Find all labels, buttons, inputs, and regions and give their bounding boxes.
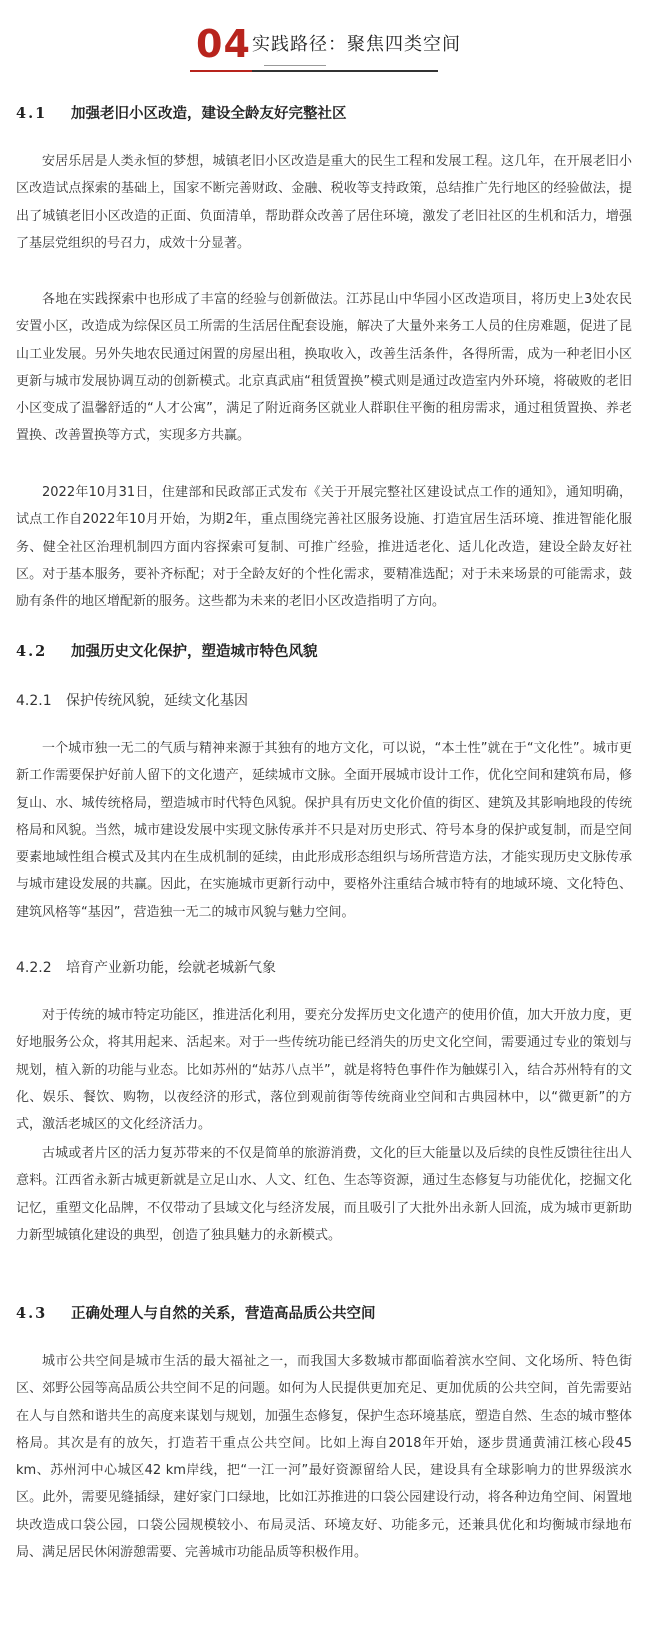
header-red-underline xyxy=(190,70,252,72)
section-title: 加强历史文化保护，塑造城市特色风貌 xyxy=(71,644,318,660)
paragraph-1: 安居乐居是人类永恒的梦想，城镇老旧小区改造是重大的民生工程和发展工程。这几年，在开展老旧小区改造试点探索的基础上，国家不断完善财政、金融、税收等支持政策，总结推广先行地区的经验做法，提出了城镇老旧小区改造的正面、负面清单，帮助群众改善了居住环境，激发了老旧社区的生机和活力，增强了基层党组织的号召力，成效十分显著。 xyxy=(16,154,632,251)
paragraph-6: 古城或者片区的活力复苏带来的不仅是简单的旅游消费，文化的巨大能量以及后续的良性反馈往往出人意料。江西省永新古城更新就是立足山水、人文、红色、生态等资源，通过生态修复与功能优化，挖掘文化记忆，重塑文化品牌，不仅带动了县域文化与经济发展，而且吸引了大批外出永新人回流，成为城市更新助力新型城镇化建设的典型，创造了独具魅力的永新模式。 xyxy=(16,1146,632,1243)
section-title: 加强老旧小区改造，建设全龄友好完整社区 xyxy=(71,106,347,122)
section-title: 正确处理人与自然的关系，营造高品质公共空间 xyxy=(71,1306,376,1322)
section-number: 4.2 xyxy=(16,643,48,660)
chapter-header xyxy=(0,22,650,72)
subsection-number: 4.2.1 xyxy=(16,693,52,709)
header-thin-divider xyxy=(264,65,326,66)
chapter-title: 实践路径：聚焦四类空间 xyxy=(252,34,461,55)
subsection-heading-4-2-1 xyxy=(16,690,248,712)
subsection-title: 培育产业新功能，绘就老城新气象 xyxy=(66,960,276,976)
section-heading-4-1 xyxy=(16,103,347,125)
paragraph-7: 城市公共空间是城市生活的最大福祉之一，而我国大多数城市都面临着滨水空间、文化场所、特色街区、郊野公园等高品质公共空间不足的问题。如何为人民提供更加充足、更加优质的公共空间，首先需要站在人与自然和谐共生的高度来谋划与规划，加强生态修复，保护生态环境基底，塑造自然、生态的城市整体格局。其次是有的放矢，打造若干重点公共空间。比如上海自2018年开始，逐步贯通黄浦江核心段45 km、苏州河中心城区42 km岸线，把“一江一河”最好资源留给人民，建设具有全球影响力的世界级滨水区。此外，需要见缝插绿，建好家门口绿地，比如江苏推进的口袋公园建设行动，将各种边角空间、闲置地块改造成口袋公园，口袋公园规模较小、布局灵活、环境友好、功能多元，还兼具优化和均衡城市绿地布局、满足居民休闲游憩需要、完善城市功能品质等积极作用。 xyxy=(16,1354,632,1561)
section-number: 4.1 xyxy=(16,105,48,122)
subsection-title: 保护传统风貌，延续文化基因 xyxy=(66,693,248,709)
section-heading-4-2 xyxy=(16,641,318,663)
section-heading-4-3 xyxy=(16,1303,376,1325)
paragraph-3: 2022年10月31日，住建部和民政部正式发布《关于开展完整社区建设试点工作的通知》，通知明确，试点工作自2022年10月开始，为期2年，重点围绕完善社区服务设施、打造宜居生活环境、推进智能化服务、健全社区治理机制四方面内容探索可复制、可推广经验，推进适老化、适儿化改造，建设全龄友好社区。对于基本服务，要补齐标配；对于全龄友好的个性化需求，要精准选配；对于未来场景的可能需求，鼓励有条件的地区增配新的服务。这些都为未来的老旧小区改造指明了方向。 xyxy=(16,485,632,610)
paragraph-4: 一个城市独一无二的气质与精神来源于其独有的地方文化，可以说，“本土性”就在于“文化性”。城市更新工作需要保护好前人留下的文化遗产，延续城市文脉。全面开展城市设计工作，优化空间和建筑布局，修复山、水、城传统格局，塑造城市时代特色风貌。保护具有历史文化价值的街区、建筑及其影响地段的传统格局和风貌。当然，城市建设发展中实现文脉传承并不只是对历史形式、符号本身的保护或复制，而是空间要素地域性组合模式及其内在生成机制的延续，由此形成形态组织与场所营造方法，才能实现历史文脉传承与城市建设发展的共赢。因此，在实施城市更新行动中，要格外注重结合城市特有的地域环境、文化特色、建筑风格等“基因”，营造独一无二的城市风貌与魅力空间。 xyxy=(16,741,632,920)
paragraph-5: 对于传统的城市特定功能区，推进活化利用，要充分发挥历史文化遗产的使用价值，加大开放力度，更好地服务公众，将其用起来、活起来。对于一些传统功能已经消失的历史文化空间，需要通过专业的策划与规划，植入新的功能与业态。比如苏州的“姑苏八点半”，就是将特色事件作为触媒引入，结合苏州特有的文化、娱乐、餐饮、购物，以夜经济的形式，落位到观前街等传统商业空间和古典园林中，以“微更新”的方式，激活老城区的文化经济活力。 xyxy=(16,1008,632,1133)
section-number: 4.3 xyxy=(16,1305,48,1322)
subsection-heading-4-2-2 xyxy=(16,957,276,979)
header-dark-underline xyxy=(252,70,438,72)
subsection-number: 4.2.2 xyxy=(16,960,52,976)
paragraph-2: 各地在实践探索中也形成了丰富的经验与创新做法。江苏昆山中华园小区改造项目，将历史上3处农民安置小区，改造成为综保区员工所需的生活居住配套设施，解决了大量外来务工人员的住房难题，促进了昆山工业发展。另外失地农民通过闲置的房屋出租，换取收入，改善生活条件，各得所需，成为一种老旧小区更新与城市发展协调互动的创新模式。北京真武庙“租赁置换”模式则是通过改造室内外环境，将破败的老旧小区变成了温馨舒适的“人才公寓”，满足了附近商务区就业人群职住平衡的租房需求，通过租赁置换、养老置换、改善置换等方式，实现多方共赢。 xyxy=(16,292,632,444)
chapter-number: 04 xyxy=(196,22,251,66)
